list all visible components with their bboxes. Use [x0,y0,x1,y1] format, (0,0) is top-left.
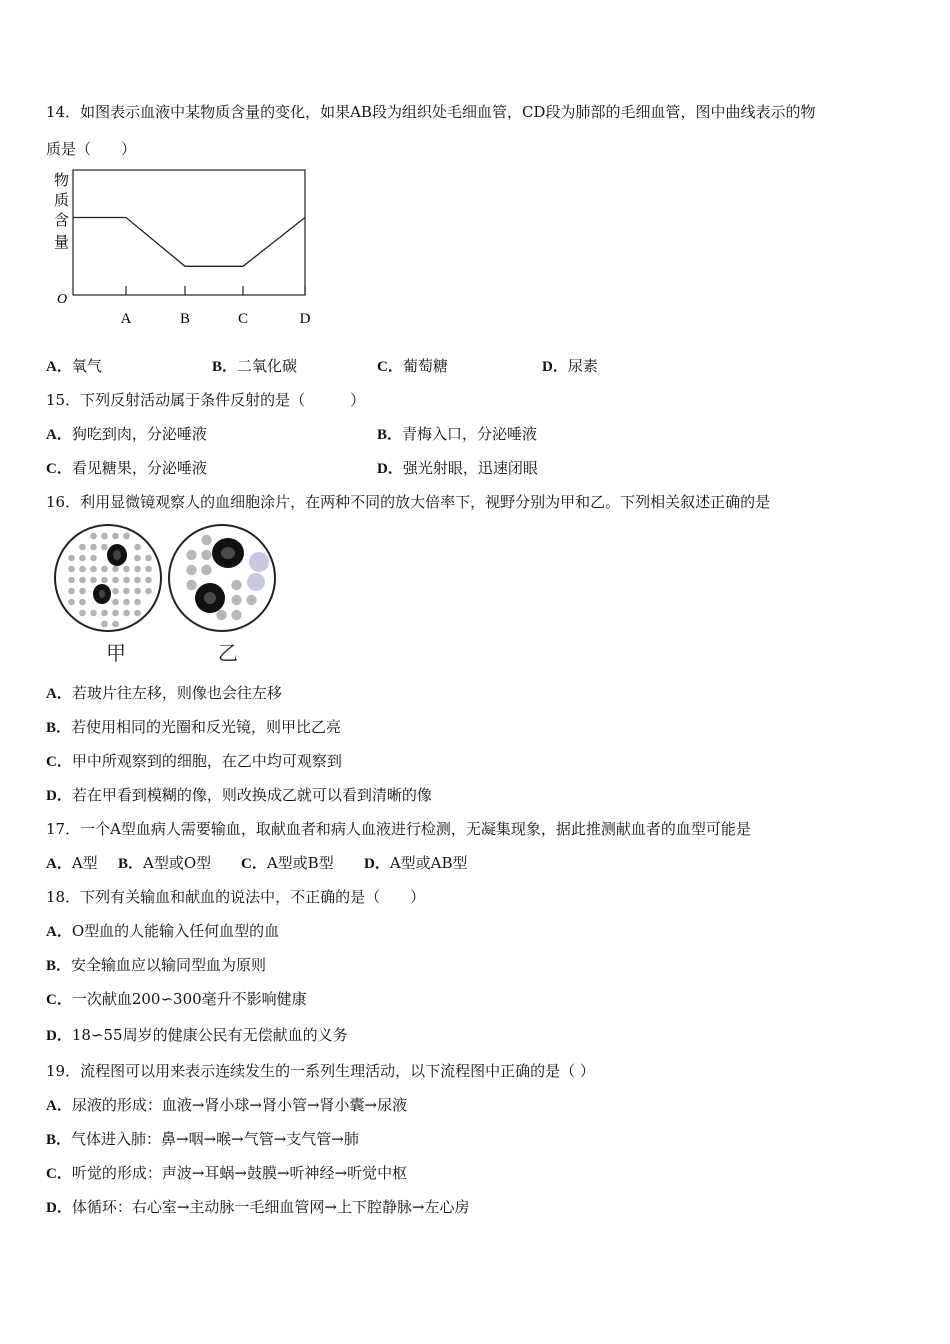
q17-option-a[interactable]: A．A型 [46,854,98,872]
q14-stem-line1: 14．如图表示血液中某物质含量的变化，如果AB段为组织处毛细血管，CD段为肺部的毛细血管，图中曲线表示的物 [46,103,816,121]
q18-option-b[interactable]: B．安全输血应以输同型血为原则 [46,956,267,974]
q17-option-c[interactable]: C．A型或B型 [241,854,334,872]
label-jia: 甲 [106,643,126,665]
x-tick-label: C [237,311,249,327]
q18-stem: 18．下列有关输血和献血的说法中，不正确的是（ ） [46,888,426,906]
label-yi: 乙 [218,643,238,665]
q17-option-b[interactable]: B．A型或O型 [118,854,212,872]
origin-label: O [57,292,68,307]
q19-option-c[interactable]: C．听觉的形成：声波→耳蜗→鼓膜→听神经→听觉中枢 [46,1164,408,1182]
chart-frame [73,170,305,295]
q17-option-d[interactable]: D．A型或AB型 [364,854,468,872]
q18-option-a[interactable]: A．O型血的人能输入任何血型的血 [46,922,280,940]
q15-option-d[interactable]: D．强光射眼，迅速闭眼 [377,459,538,477]
x-tick-label: A [120,311,132,327]
q15-option-a[interactable]: A．狗吃到肉，分泌唾液 [46,425,207,443]
field-jia [55,525,161,631]
q15-option-c[interactable]: C．看见糖果，分泌唾液 [46,459,207,477]
q16-option-b[interactable]: B．若使用相同的光圈和反光镜，则甲比乙亮 [46,718,342,736]
microscope-fields-figure [50,522,280,667]
q17-stem: 17．一个A型血病人需要输血，取献血者和病人血液进行检测，无凝集现象，据此推测献血者的血型可能是 [46,820,751,838]
q14-stem-line2: 质是（ ） [46,140,137,158]
ylabel-char-1: 物 [54,173,70,189]
x-tick-label: D [299,311,311,327]
q14-option-a[interactable]: A．氧气 [46,357,102,375]
data-curve [73,218,305,267]
q14-option-d[interactable]: D．尿素 [542,357,598,375]
q16-option-c[interactable]: C．甲中所观察到的细胞，在乙中均可观察到 [46,752,342,770]
ylabel-char-3: 含 [54,213,70,229]
q14-option-b[interactable]: B．二氧化碳 [212,357,298,375]
q19-option-a[interactable]: A．尿液的形成：血液→肾小球→肾小管→肾小囊→尿液 [46,1096,408,1114]
q18-option-d[interactable]: D．18∽55周岁的健康公民有无偿献血的义务 [46,1026,348,1044]
q19-option-b[interactable]: B．气体进入肺：鼻→咽→喉→气管→支气管→肺 [46,1130,359,1148]
ylabel-char-4: 量 [54,235,70,251]
q15-stem: 15．下列反射活动属于条件反射的是（ ） [46,391,366,409]
q19-option-d[interactable]: D．体循环：右心室→主动脉一毛细血管网→上下腔静脉→左心房 [46,1198,470,1216]
q15-option-b[interactable]: B．青梅入口，分泌唾液 [377,425,538,443]
q16-option-d[interactable]: D．若在甲看到模糊的像，则改换成乙就可以看到清晰的像 [46,786,432,804]
q18-option-c[interactable]: C．一次献血200∽300毫升不影响健康 [46,990,307,1008]
ylabel-char-2: 质 [54,193,70,209]
q16-stem: 16．利用显微镜观察人的血细胞涂片，在两种不同的放大倍率下，视野分别为甲和乙。下列相关叙述正确的是 [46,493,771,511]
q19-stem: 19．流程图可以用来表示连续发生的一系列生理活动，以下流程图中正确的是（ ） [46,1062,595,1080]
q16-option-a[interactable]: A．若玻片往左移，则像也会往左移 [46,684,282,702]
q14-option-c[interactable]: C．葡萄糖 [377,357,448,375]
q14-line-chart [40,165,330,335]
field-yi [169,525,275,631]
x-tick-label: B [179,311,191,327]
